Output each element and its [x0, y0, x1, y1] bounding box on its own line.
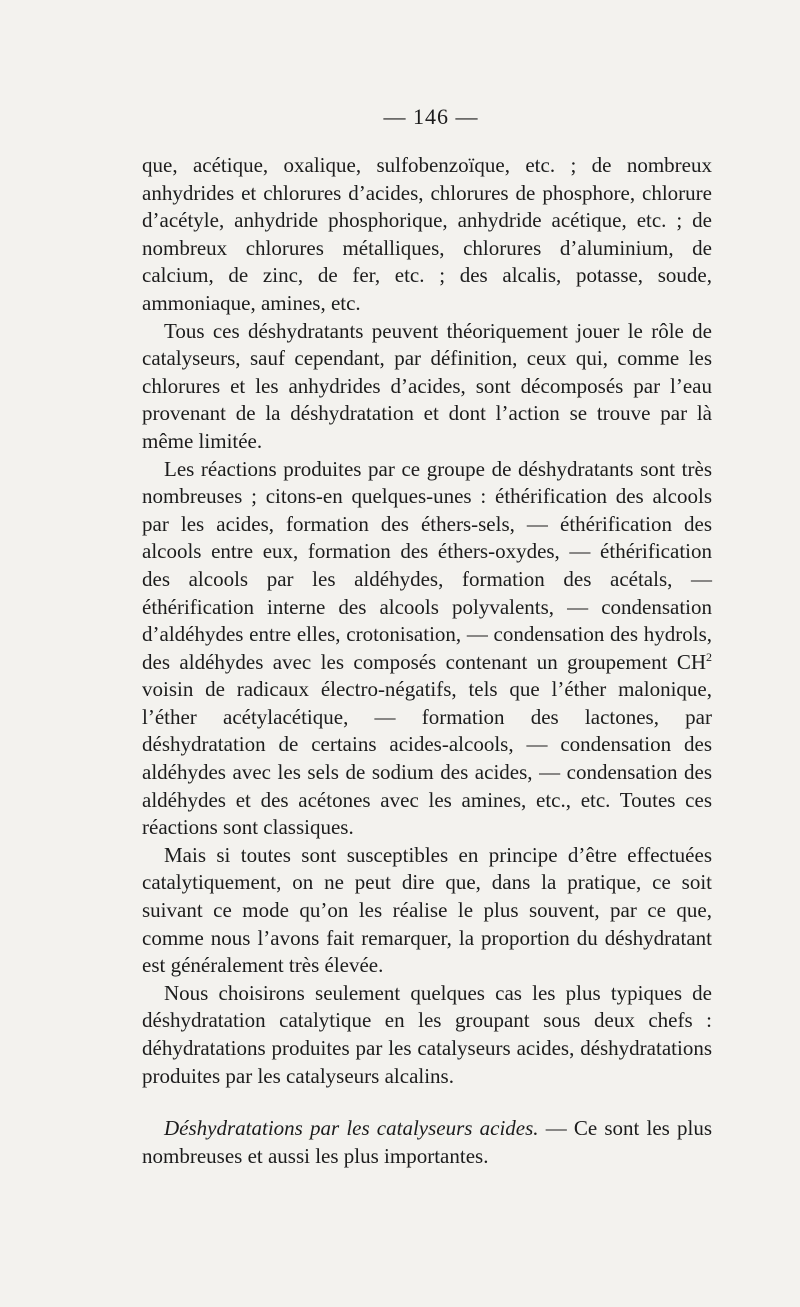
- paragraph-4: Mais si toutes sont susceptibles en principe d’être effectuées catalytiquement, on ne peut dire que, dans la pratique, ce soit suivant ce mode qu’on les réalise le plus souvent, par ce que, comme nous l’avons fait remarquer, la proportion du déshydratant est généralement très élevée.: [142, 842, 712, 978]
- paragraph-3-continued: voisin de radicaux électro-négatifs, tels que l’éther malonique, l’éther acétylacétique, — formation des lactones, par déshydratation de certains acides-alcools, — condensation des aldéhydes avec les sels de sodium des acides, — condensation des aldéhydes et des acétones avec les amines, etc., etc. Toutes ces réactions sont classiques.: [142, 677, 712, 840]
- page-number: — 146 —: [383, 104, 479, 129]
- paragraph-1: que, acétique, oxalique, sulfobenzoïque, etc. ; de nombreux anhydrides et chlorures d’acides, chlorures de phosphore, chlorure d’acétyle, anhydride phosphorique, anhydride acétique, etc. ; de nombreux chlorures métalliques, chlorures d’aluminium, de calcium, de zinc, de fer, etc. ; des alcalis, potasse, soude, ammoniaque, amines, etc.: [142, 153, 712, 315]
- section-heading: Déshydratations par les catalyseurs acides.: [164, 1116, 539, 1141]
- paragraph-3-text: Les réactions produites par ce groupe de déshydratants sont très nombreuses ; citons-en quelques-unes : éthérification des alcools par les acides, formation des éthers-sels, — éthérification des alcools entre eux, formation des éthers-oxydes, — éthérification des alcools par les aldéhydes, formation des acétals, — éthérification interne des alcools polyvalents, — condensation d’aldéhydes entre elles, crotonisation, — condensation des hydrols, des aldéhydes avec les composés contenant un groupement CH: [142, 456, 712, 674]
- paragraph-2: Tous ces déshydratants peuvent théoriquement jouer le rôle de catalyseurs, sauf cependant, par définition, ceux qui, comme les chlorures et les anhydrides d’acides, sont décomposés par l’eau provenant de la déshydratation et dont l’action se trouve par là même limitée.: [142, 318, 712, 453]
- paragraph-5: Nous choisirons seulement quelques cas les plus typiques de déshydratation catalytique en les groupant sous deux chefs : déhydratations produites par les catalyseurs acides, déshydratations produites par les catalyseurs alcalins.: [142, 980, 712, 1088]
- superscript-2: 2: [706, 649, 712, 664]
- paragraph-3: [142, 456, 712, 842]
- section-paragraph: [142, 1115, 712, 1170]
- body-text: [142, 152, 712, 1170]
- section-text: — Ce sont les plus nombreuses et aussi les plus importantes.: [142, 1116, 713, 1168]
